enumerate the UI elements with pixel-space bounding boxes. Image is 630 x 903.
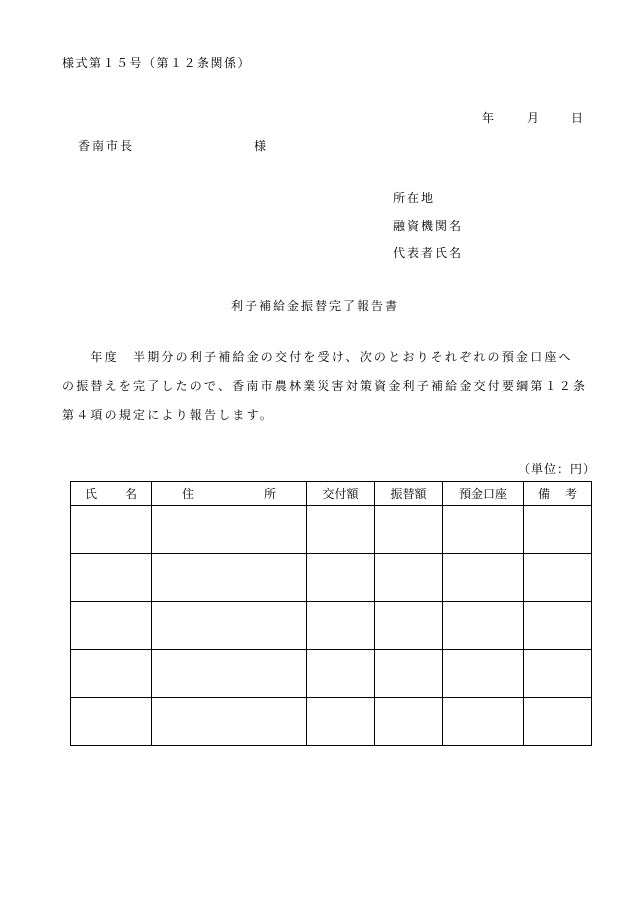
cell-transfer-amount[interactable] bbox=[375, 650, 443, 698]
institution-label: 融資機関名 bbox=[393, 219, 464, 233]
table-row bbox=[71, 506, 592, 554]
cell-address[interactable] bbox=[152, 602, 307, 650]
cell-name[interactable] bbox=[71, 506, 152, 554]
date-year-label: 年 bbox=[482, 111, 496, 125]
cell-name[interactable] bbox=[71, 554, 152, 602]
cell-remarks[interactable] bbox=[524, 602, 592, 650]
body-line-3: 第４項の規定により報告します。 bbox=[62, 408, 275, 422]
cell-address[interactable] bbox=[152, 554, 307, 602]
header-remarks-a: 備 bbox=[538, 487, 551, 501]
header-address-b: 所 bbox=[263, 487, 276, 501]
body-line-1: 年度 半期分の利子補給金の交付を受け、次のとおりそれぞれの預金口座へ bbox=[62, 350, 573, 364]
cell-remarks[interactable] bbox=[524, 506, 592, 554]
cell-transfer-amount[interactable] bbox=[375, 554, 443, 602]
header-account: 預金口座 bbox=[443, 482, 524, 506]
cell-grant-amount[interactable] bbox=[307, 554, 375, 602]
cell-name[interactable] bbox=[71, 602, 152, 650]
header-name-a: 氏 bbox=[85, 487, 98, 501]
cell-address[interactable] bbox=[152, 650, 307, 698]
date-month-label: 月 bbox=[527, 111, 541, 125]
cell-remarks[interactable] bbox=[524, 698, 592, 746]
representative-label: 代表者氏名 bbox=[393, 246, 464, 260]
cell-address[interactable] bbox=[152, 698, 307, 746]
cell-grant-amount[interactable] bbox=[307, 650, 375, 698]
table-header-row bbox=[71, 482, 592, 506]
cell-remarks[interactable] bbox=[524, 650, 592, 698]
form-number: 様式第１５号（第１２条関係） bbox=[62, 56, 252, 70]
body-paragraph bbox=[62, 343, 602, 430]
cell-transfer-amount[interactable] bbox=[375, 506, 443, 554]
location-label: 所在地 bbox=[393, 191, 436, 205]
header-grant-amount: 交付額 bbox=[307, 482, 375, 506]
header-address-a: 住 bbox=[182, 487, 195, 501]
cell-account[interactable] bbox=[443, 506, 524, 554]
cell-transfer-amount[interactable] bbox=[375, 602, 443, 650]
cell-address[interactable] bbox=[152, 506, 307, 554]
table-row bbox=[71, 554, 592, 602]
header-name bbox=[71, 482, 152, 506]
cell-remarks[interactable] bbox=[524, 554, 592, 602]
table-row bbox=[71, 698, 592, 746]
header-remarks bbox=[524, 482, 592, 506]
cell-account[interactable] bbox=[443, 650, 524, 698]
cell-account[interactable] bbox=[443, 602, 524, 650]
body-line-2: の振替えを完了したので、香南市農林業災害対策資金利子補給金交付要綱第１２条 bbox=[62, 379, 588, 393]
table-row bbox=[71, 650, 592, 698]
date-day-label: 日 bbox=[571, 111, 585, 125]
cell-transfer-amount[interactable] bbox=[375, 698, 443, 746]
document-title: 利子補給金振替完了報告書 bbox=[230, 299, 399, 313]
cell-grant-amount[interactable] bbox=[307, 698, 375, 746]
header-transfer-amount: 振替額 bbox=[375, 482, 443, 506]
honorific: 様 bbox=[254, 139, 268, 153]
cell-grant-amount[interactable] bbox=[307, 602, 375, 650]
header-name-b: 名 bbox=[124, 487, 137, 501]
header-remarks-b: 考 bbox=[564, 487, 577, 501]
header-address bbox=[152, 482, 307, 506]
cell-name[interactable] bbox=[71, 698, 152, 746]
report-table bbox=[70, 481, 592, 746]
cell-account[interactable] bbox=[443, 554, 524, 602]
cell-name[interactable] bbox=[71, 650, 152, 698]
cell-account[interactable] bbox=[443, 698, 524, 746]
cell-grant-amount[interactable] bbox=[307, 506, 375, 554]
table-row bbox=[71, 602, 592, 650]
addressee: 香南市長 bbox=[78, 139, 135, 153]
unit-note: （単位：円） bbox=[517, 462, 596, 476]
